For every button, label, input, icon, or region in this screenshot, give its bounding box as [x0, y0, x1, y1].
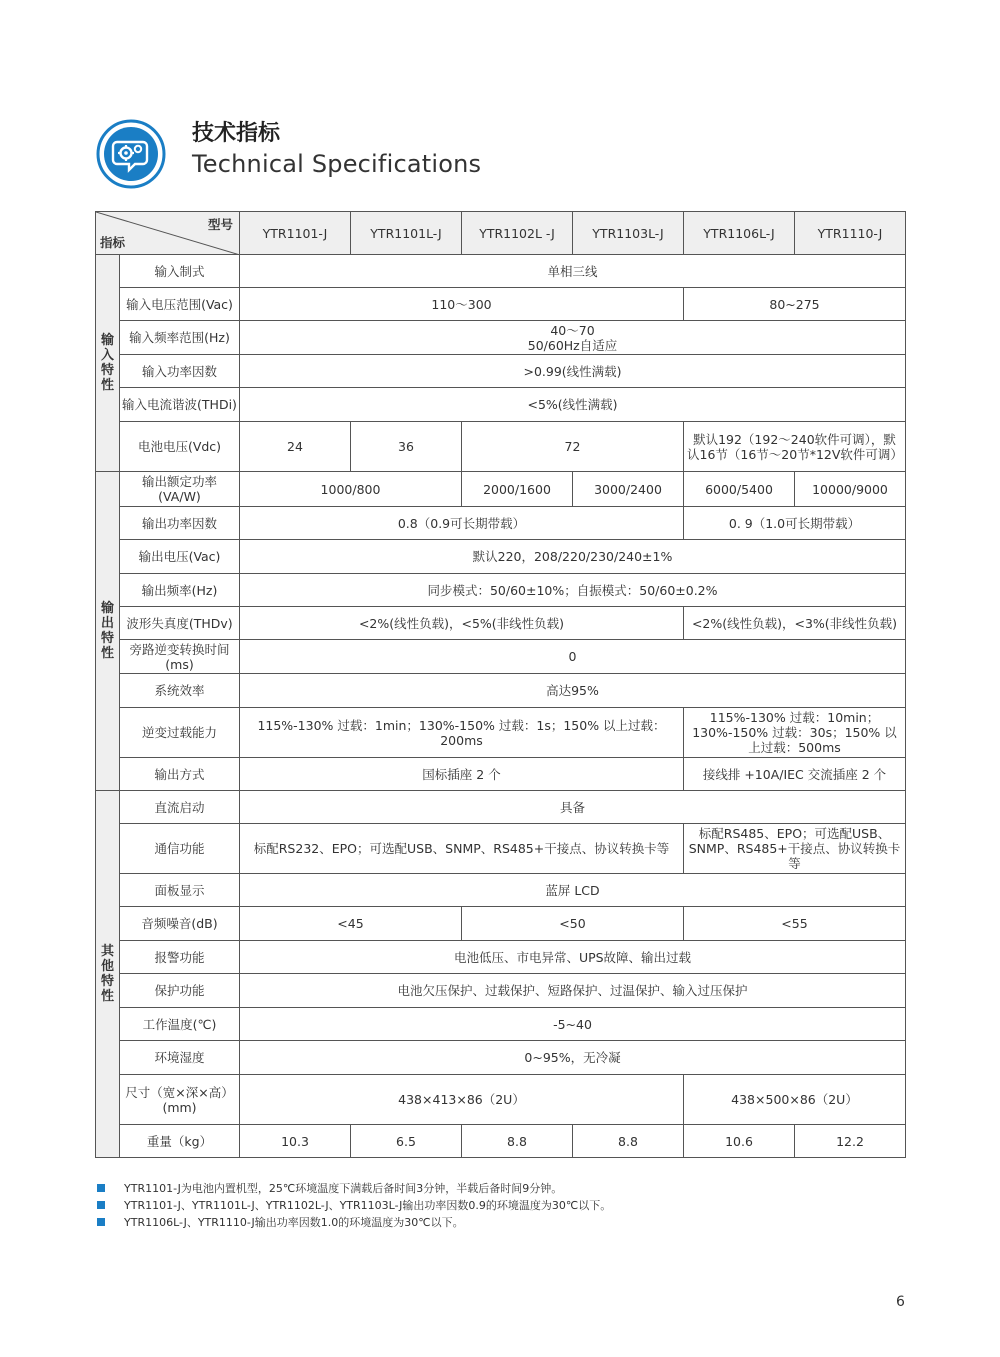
value-cell: 8.8: [573, 1125, 684, 1158]
table-row: [96, 874, 906, 907]
table-row: [96, 941, 906, 974]
value-cell: 1000/800: [240, 472, 462, 507]
param-label: 面板显示: [120, 874, 240, 907]
value-cell: 电池低压、市电异常、UPS故障、输出过载: [240, 941, 906, 974]
param-label: 重量（kg）: [120, 1125, 240, 1158]
value-cell: <50: [462, 907, 684, 941]
value-cell: 同步模式：50/60±10%；自振模式：50/60±0.2%: [240, 574, 906, 607]
param-label: 逆变过载能力: [120, 708, 240, 758]
value-cell: 默认220，208/220/230/240±1%: [240, 540, 906, 574]
model-header: YTR1106L-J: [684, 212, 795, 255]
value-cell: 115%-130% 过载：10min；130%-150% 过载：30s；150% 以上过载：500ms: [684, 708, 906, 758]
value-cell: 蓝屏 LCD: [240, 874, 906, 907]
value-cell: <2%(线性负载)，<5%(非线性负载): [240, 607, 684, 640]
value-cell: 0. 9（1.0可长期带载）: [684, 507, 906, 540]
param-label: 音频噪音(dB): [120, 907, 240, 941]
value-cell: 8.8: [462, 1125, 573, 1158]
value-cell: 国标插座 2 个: [240, 758, 684, 791]
value-cell: 接线排 +10A/IEC 交流插座 2 个: [684, 758, 906, 791]
table-row: [96, 540, 906, 574]
gear-chat-icon: [95, 118, 167, 190]
footnote: YTR1106L-J、YTR1110-J输出功率因数1.0的环境温度为30℃以下。: [96, 1214, 611, 1231]
value-cell: 3000/2400: [573, 472, 684, 507]
group-label-output: 输出特性: [96, 472, 120, 791]
value-cell: 电池欠压保护、过载保护、短路保护、过温保护、输入过压保护: [240, 974, 906, 1008]
table-row: [96, 824, 906, 874]
model-header: YTR1110-J: [795, 212, 906, 255]
param-label: 通信功能: [120, 824, 240, 874]
table-header-row: [96, 212, 906, 255]
table-row: [96, 907, 906, 941]
value-cell: 0: [240, 640, 906, 674]
value-cell: 80~275: [684, 288, 906, 321]
value-cell: 高达95%: [240, 674, 906, 708]
table-row: [96, 422, 906, 472]
value-cell: <2%(线性负载)，<3%(非线性负载): [684, 607, 906, 640]
table-row: [96, 507, 906, 540]
value-cell: 10.3: [240, 1125, 351, 1158]
value-line: 40～70: [550, 322, 595, 338]
param-label: 波形失真度(THDv): [120, 607, 240, 640]
page-title-en: Technical Specifications: [192, 150, 482, 178]
table-row: [96, 674, 906, 708]
param-label: 工作温度(℃): [120, 1008, 240, 1041]
value-cell: <45: [240, 907, 462, 941]
page-title-zh: 技术指标: [192, 121, 281, 146]
value-cell: 438×500×86（2U）: [684, 1075, 906, 1125]
value-cell: 12.2: [795, 1125, 906, 1158]
value-cell: -5~40: [240, 1008, 906, 1041]
group-label-other: 其他特性: [96, 791, 120, 1158]
group-label-input: 输入特性: [96, 255, 120, 472]
value-cell: 6.5: [351, 1125, 462, 1158]
table-row: [96, 255, 906, 288]
param-label: 直流启动: [120, 791, 240, 824]
table-row: [96, 640, 906, 674]
param-label: 旁路逆变转换时间(ms): [120, 640, 240, 674]
value-cell: 标配RS232、EPO；可选配USB、SNMP、RS485+干接点、协议转换卡等: [240, 824, 684, 874]
table-row: [96, 472, 906, 507]
table-row: [96, 288, 906, 321]
param-label: 输出功率因数: [120, 507, 240, 540]
param-label: 保护功能: [120, 974, 240, 1008]
param-label: 输入功率因数: [120, 355, 240, 388]
table-row: [96, 708, 906, 758]
bullet-square-icon: [97, 1201, 105, 1209]
value-cell: <55: [684, 907, 906, 941]
value-cell: 单相三线: [240, 255, 906, 288]
model-header: YTR1101L-J: [351, 212, 462, 255]
corner-index-label: 指标: [100, 235, 126, 250]
param-label: 尺寸（宽×深×高）(mm): [120, 1075, 240, 1125]
param-label: 输入电压范围(Vac): [120, 288, 240, 321]
param-label: 输入电流谐波(THDi): [120, 388, 240, 422]
footnote: YTR1101-J为电池内置机型，25℃环境温度下满载后备时间3分钟，半载后备时间9分钟。: [96, 1180, 611, 1197]
table-row: [96, 1125, 906, 1158]
param-label: 输出额定功率(VA/W): [120, 472, 240, 507]
table-row: [96, 1041, 906, 1075]
value-cell: 10000/9000: [795, 472, 906, 507]
value-cell: 10.6: [684, 1125, 795, 1158]
model-header: YTR1101-J: [240, 212, 351, 255]
param-label: 输出频率(Hz): [120, 574, 240, 607]
value-cell: >0.99(线性满载): [240, 355, 906, 388]
table-row: [96, 355, 906, 388]
table-row: [96, 607, 906, 640]
param-label: 系统效率: [120, 674, 240, 708]
param-label: 输出方式: [120, 758, 240, 791]
table-row: [96, 388, 906, 422]
param-label: 输出电压(Vac): [120, 540, 240, 574]
footnote: YTR1101-J、YTR1101L-J、YTR1102L-J、YTR1103L-J输出功率因数0.9的环境温度为30℃以下。: [96, 1197, 611, 1214]
value-cell: 2000/1600: [462, 472, 573, 507]
value-cell: 0.8（0.9可长期带载）: [240, 507, 684, 540]
bullet-square-icon: [97, 1184, 105, 1192]
value-cell: 默认192（192～240软件可调），默认16节（16节～20节*12V软件可调）: [684, 422, 906, 472]
corner-cell: [96, 212, 240, 255]
table-row: [96, 791, 906, 824]
value-cell: [240, 321, 906, 355]
value-cell: 110～300: [240, 288, 684, 321]
param-label: 输入制式: [120, 255, 240, 288]
value-cell: 6000/5400: [684, 472, 795, 507]
value-cell: 标配RS485、EPO；可选配USB、SNMP、RS485+干接点、协议转换卡等: [684, 824, 906, 874]
table-row: [96, 1008, 906, 1041]
value-cell: 115%-130% 过载：1min；130%-150% 过载：1s；150% 以上过载：200ms: [240, 708, 684, 758]
table-row: [96, 1075, 906, 1125]
param-label: 报警功能: [120, 941, 240, 974]
model-header: YTR1102L -J: [462, 212, 573, 255]
table-row: [96, 574, 906, 607]
model-header: YTR1103L-J: [573, 212, 684, 255]
param-label: 环境湿度: [120, 1041, 240, 1075]
value-line: 50/60Hz自适应: [527, 337, 618, 353]
value-cell: <5%(线性满载): [240, 388, 906, 422]
table-row: [96, 321, 906, 355]
spec-table: [95, 211, 906, 1158]
value-cell: 具备: [240, 791, 906, 824]
bullet-square-icon: [97, 1218, 105, 1226]
value-cell: 36: [351, 422, 462, 472]
value-cell: 24: [240, 422, 351, 472]
table-row: [96, 974, 906, 1008]
param-label: 电池电压(Vdc): [120, 422, 240, 472]
param-label: 输入频率范围(Hz): [120, 321, 240, 355]
value-cell: 72: [462, 422, 684, 472]
value-cell: 438×413×86（2U）: [240, 1075, 684, 1125]
page-number: 6: [896, 1294, 905, 1310]
corner-model-label: 型号: [207, 217, 233, 232]
value-cell: 0~95%，无冷凝: [240, 1041, 906, 1075]
footnotes: [96, 1180, 611, 1231]
table-row: [96, 758, 906, 791]
